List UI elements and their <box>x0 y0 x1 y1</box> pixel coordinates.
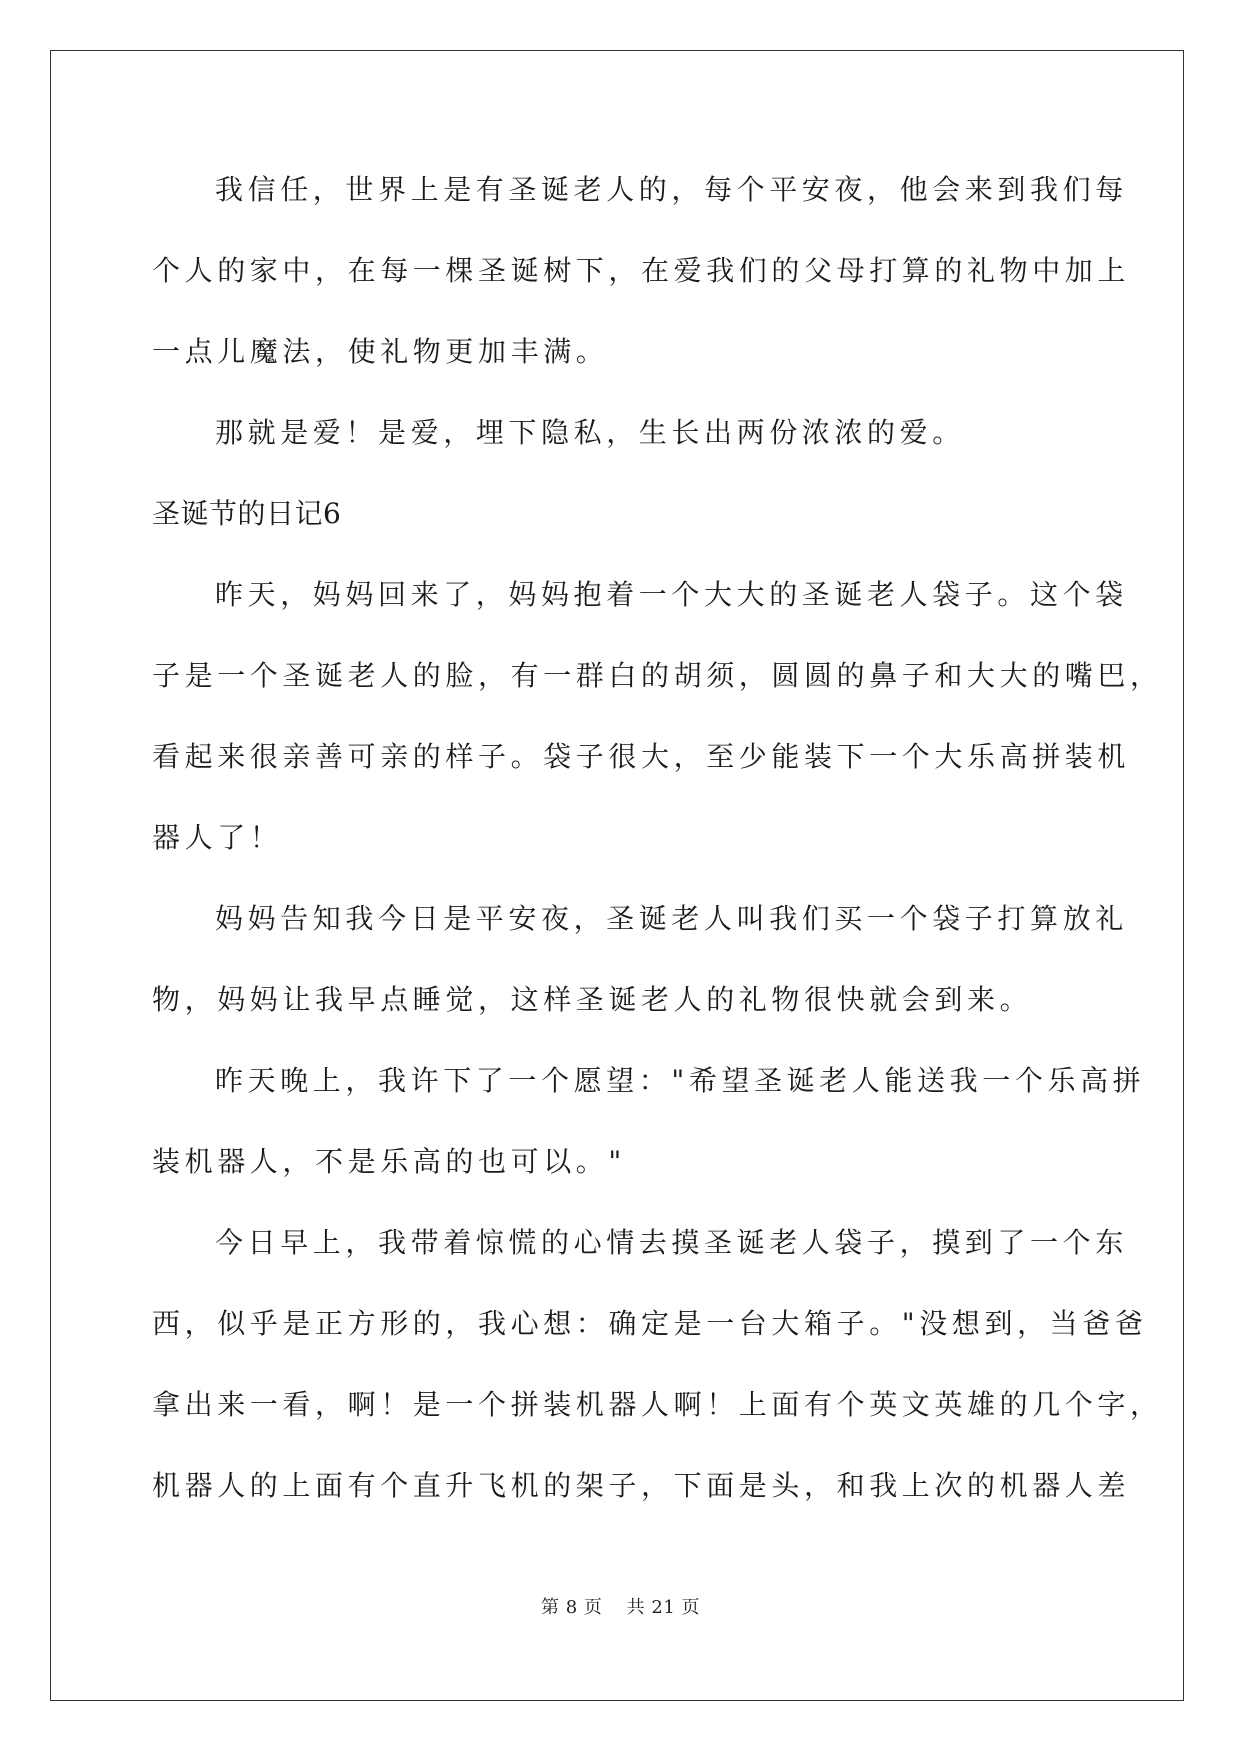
text-line: 今日早上，我带着惊慌的心情去摸圣诞老人袋子，摸到了一个东 <box>215 1226 1128 1259</box>
text-line: 昨天，妈妈回来了，妈妈抱着一个大大的圣诞老人袋子。这个袋 <box>215 578 1128 611</box>
text-line: 装机器人，不是乐高的也可以。" <box>152 1145 626 1178</box>
text-line: 看起来很亲善可亲的样子。袋子很大，至少能装下一个大乐高拼装机 <box>152 740 1131 773</box>
text-line: 西，似乎是正方形的，我心想：确定是一台大箱子。"没想到，当爸爸 <box>152 1307 1148 1340</box>
text-line: 昨天晚上，我许下了一个愿望："希望圣诞老人能送我一个乐高拼 <box>215 1064 1146 1097</box>
text-line: 物，妈妈让我早点睡觉，这样圣诞老人的礼物很快就会到来。 <box>152 983 1033 1016</box>
page-number: 第 8 页 <box>541 1597 603 1618</box>
section-heading: 圣诞节的日记6 <box>152 497 342 530</box>
document-body <box>152 160 1163 1537</box>
page-total: 共 21 页 <box>626 1597 700 1618</box>
page-footer <box>0 1593 1241 1619</box>
text-line: 妈妈告知我今日是平安夜，圣诞老人叫我们买一个袋子打算放礼 <box>215 902 1128 935</box>
text-line: 子是一个圣诞老人的脸，有一群白的胡须，圆圆的鼻子和大大的嘴巴， <box>152 659 1163 692</box>
text-line: 一点儿魔法，使礼物更加丰满。 <box>152 335 609 368</box>
text-line: 那就是爱！是爱，埋下隐私，生长出两份浓浓的爱。 <box>215 416 965 449</box>
text-line: 器人了！ <box>152 821 283 854</box>
text-line: 我信任，世界上是有圣诞老人的，每个平安夜，他会来到我们每 <box>215 173 1128 206</box>
text-line: 个人的家中，在每一棵圣诞树下，在爱我们的父母打算的礼物中加上 <box>152 254 1131 287</box>
text-line: 机器人的上面有个直升飞机的架子，下面是头，和我上次的机器人差 <box>152 1469 1131 1502</box>
text-line: 拿出来一看，啊！是一个拼装机器人啊！上面有个英文英雄的几个字， <box>152 1388 1163 1421</box>
